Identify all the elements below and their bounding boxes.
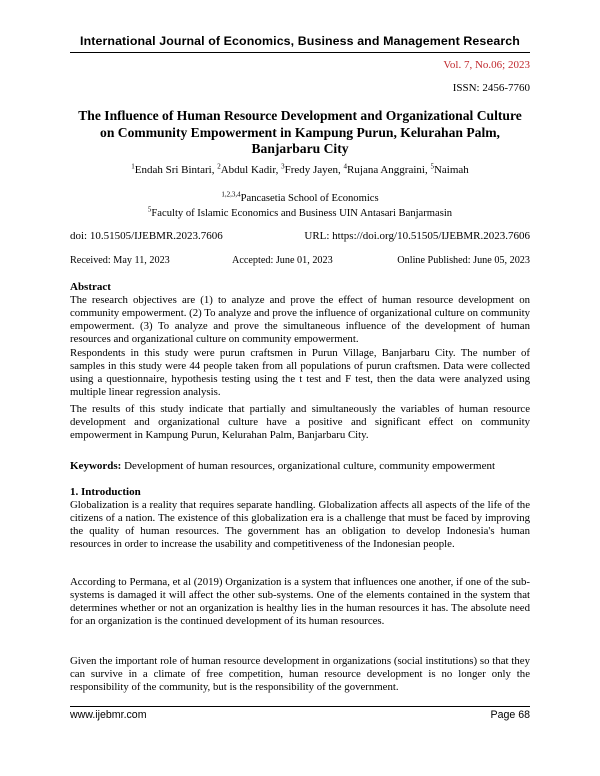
abstract-paragraph-1: The research objectives are (1) to analyze and prove the effect of human resource development on community empowerment. (2) To analyze and prove the influence of organizational culture on community empowerment. (3) To analyze and prove the simultaneous influence of the development of human resources and organizational culture on community empowerment. bbox=[70, 294, 530, 345]
keywords bbox=[70, 460, 530, 472]
author-sup: 3 bbox=[281, 162, 285, 171]
author-name: Fredy Jayen, bbox=[284, 164, 344, 176]
author-list bbox=[70, 164, 530, 176]
accepted-date: Accepted: June 01, 2023 bbox=[232, 255, 333, 266]
volume-issue: Vol. 7, No.06; 2023 bbox=[443, 59, 530, 71]
doi-url[interactable]: URL: https://doi.org/10.51505/IJEBMR.2023.7606 bbox=[304, 230, 530, 242]
affiliation-1 bbox=[70, 190, 530, 204]
keywords-text: Development of human resources, organizational culture, community empowerment bbox=[121, 460, 496, 472]
header-rule bbox=[70, 52, 530, 53]
doi-row bbox=[70, 230, 530, 244]
introduction-paragraph-3: Given the important role of human resource development in organizations (social institutions) so that they can survive in a climate of free competition, human resource development is no longer only the responsibility of the community, but is the responsibility of the government. bbox=[70, 655, 530, 693]
author-name: Endah Sri Bintari, bbox=[134, 164, 218, 176]
paper-title: The Influence of Human Resource Development and Organizational Culture on Community Empowerment in Kampung Purun, Kelurahan Palm, Banjarbaru City bbox=[78, 108, 522, 156]
author-sup: 2 bbox=[217, 162, 221, 171]
introduction-heading: 1. Introduction bbox=[70, 486, 141, 498]
author-name: Rujana Anggraini, bbox=[347, 164, 431, 176]
page-number: Page 68 bbox=[490, 709, 530, 721]
abstract-paragraph-3: The results of this study indicate that partially and simultaneously the variables of human resource development and organizational culture have a positive and significant effect on community empowerment in Kampung Purun, Kelurahan Palm, Banjarbaru City. bbox=[70, 403, 530, 441]
introduction-paragraph-1: Globalization is a reality that requires separate handling. Globalization affects all aspects of the life of the citizens of a nation. The existence of this globalization era is a challenge that must be faced by improving the quality of human resources. The government has an obligation to develop Indonesia's human resources in order to increase the usability and competitiveness of the Indonesian people. bbox=[70, 499, 530, 550]
introduction-paragraph-2: According to Permana, et al (2019) Organization is a system that influences one another, if one of the sub-systems is damaged it will affect the other sub-systems. One of the elements contained in the system that determines whether or not an organization is healthy lies in the human resources it has. The absolute need for an organization is the continued development of its human resources. bbox=[70, 576, 530, 627]
affiliation-2 bbox=[70, 205, 530, 219]
affiliation-sup: 1,2,3,4 bbox=[221, 190, 241, 199]
footer-rule bbox=[70, 706, 530, 707]
author-name: Abdul Kadir, bbox=[220, 164, 282, 176]
issn: ISSN: 2456-7760 bbox=[452, 82, 530, 94]
author-sup: 5 bbox=[430, 162, 434, 171]
abstract-paragraph-2: Respondents in this study were purun craftsmen in Purun Village, Banjarbaru City. The number of samples in this study were 44 people taken from all populations of purun craftsmen. Data were collected using a questionnaire, hypothesis testing using the t test and F test, then the data were analyzed using multiple linear regression analysis. bbox=[70, 347, 530, 398]
dates-row bbox=[70, 255, 530, 269]
author-sup: 4 bbox=[343, 162, 348, 171]
author-sup: 1 bbox=[131, 162, 135, 171]
abstract-heading: Abstract bbox=[70, 281, 111, 293]
journal-name: International Journal of Economics, Business and Management Research bbox=[80, 34, 520, 48]
affiliation-sup: 5 bbox=[147, 205, 152, 214]
author-name: Naimah bbox=[433, 164, 469, 176]
received-date: Received: May 11, 2023 bbox=[70, 255, 170, 266]
doi: doi: 10.51505/IJEBMR.2023.7606 bbox=[70, 230, 223, 242]
footer-site[interactable]: www.ijebmr.com bbox=[70, 709, 147, 721]
affiliation-text: Pancasetia School of Economics bbox=[240, 193, 379, 204]
published-date: Online Published: June 05, 2023 bbox=[397, 255, 530, 266]
affiliation-text: Faculty of Islamic Economics and Business UIN Antasari Banjarmasin bbox=[151, 208, 453, 219]
keywords-label: Keywords: bbox=[70, 460, 122, 472]
